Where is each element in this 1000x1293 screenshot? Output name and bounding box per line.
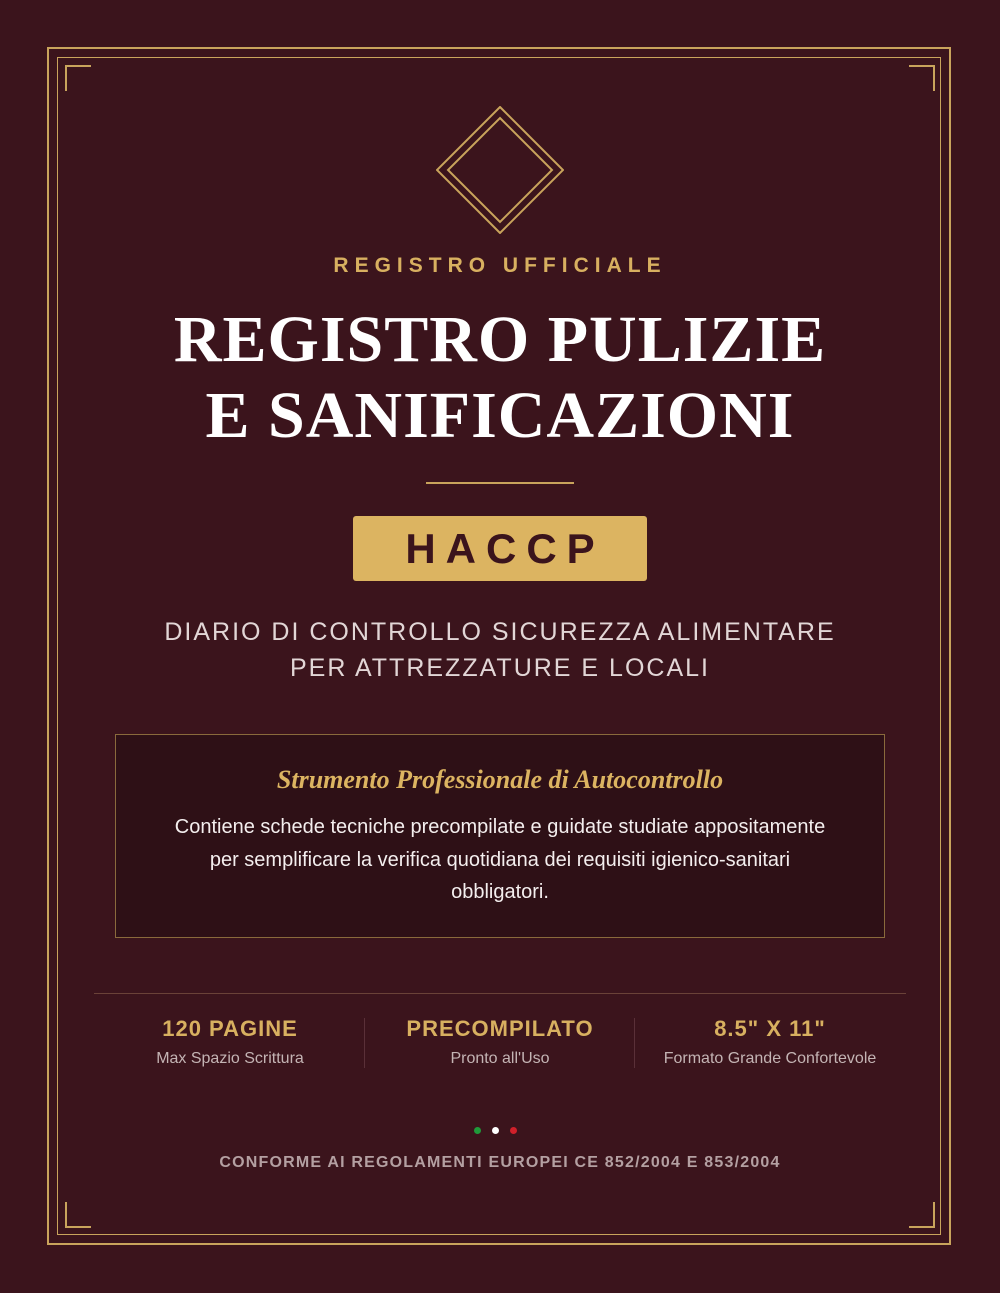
haccp-badge: HACCP	[353, 516, 647, 581]
subtitle-line-1: DIARIO DI CONTROLLO SICUREZZA ALIMENTARE	[164, 618, 836, 646]
info-box-heading: Strumento Professionale di Autocontrollo	[276, 765, 724, 794]
stat-format	[635, 1016, 905, 1068]
info-box-text	[136, 811, 864, 909]
kicker-text: REGISTRO UFFICIALE	[333, 254, 667, 277]
stat-value: 120 PAGINE	[162, 1016, 298, 1041]
stat-label: Formato Grande Confortevole	[663, 1050, 877, 1067]
diamond-emblem-icon	[436, 106, 564, 234]
subtitle-line-2: PER ATTREZZATURE E LOCALI	[290, 654, 710, 682]
title-divider	[426, 482, 574, 484]
corner-ornament-bottom-left	[65, 1202, 91, 1228]
flag-dot-red	[510, 1127, 517, 1134]
corner-ornament-top-right	[909, 65, 935, 91]
stats-divider	[94, 993, 906, 994]
stat-label: Pronto all'Uso	[450, 1050, 550, 1067]
stat-value: 8.5" X 11"	[714, 1016, 826, 1041]
flag-dot-white	[492, 1127, 499, 1134]
flag-dot-green	[474, 1127, 481, 1134]
info-box-line-2: per semplificare la verifica quotidiana dei requisiti igienico-sanitari	[209, 848, 791, 871]
title-line-2: E SANIFICAZIONI	[205, 379, 795, 452]
subtitle	[0, 614, 1000, 686]
stat-label: Max Spazio Scrittura	[156, 1050, 304, 1067]
stat-value: PRECOMPILATO	[406, 1016, 594, 1041]
italian-flag-dots	[474, 1127, 517, 1134]
info-box	[115, 734, 885, 938]
info-box-line-3: obbligatori.	[451, 881, 549, 903]
page-title	[0, 302, 1000, 454]
corner-ornament-bottom-right	[909, 1202, 935, 1228]
corner-ornament-top-left	[65, 65, 91, 91]
stat-precompiled	[365, 1016, 635, 1068]
compliance-footer: CONFORME AI REGOLAMENTI EUROPEI CE 852/2004 E 853/2004	[219, 1154, 781, 1171]
stat-pages	[95, 1016, 365, 1068]
info-box-line-1: Contiene schede tecniche precompilate e guidate studiate appositamente	[174, 816, 826, 838]
title-line-1: REGISTRO PULIZIE	[173, 303, 827, 376]
